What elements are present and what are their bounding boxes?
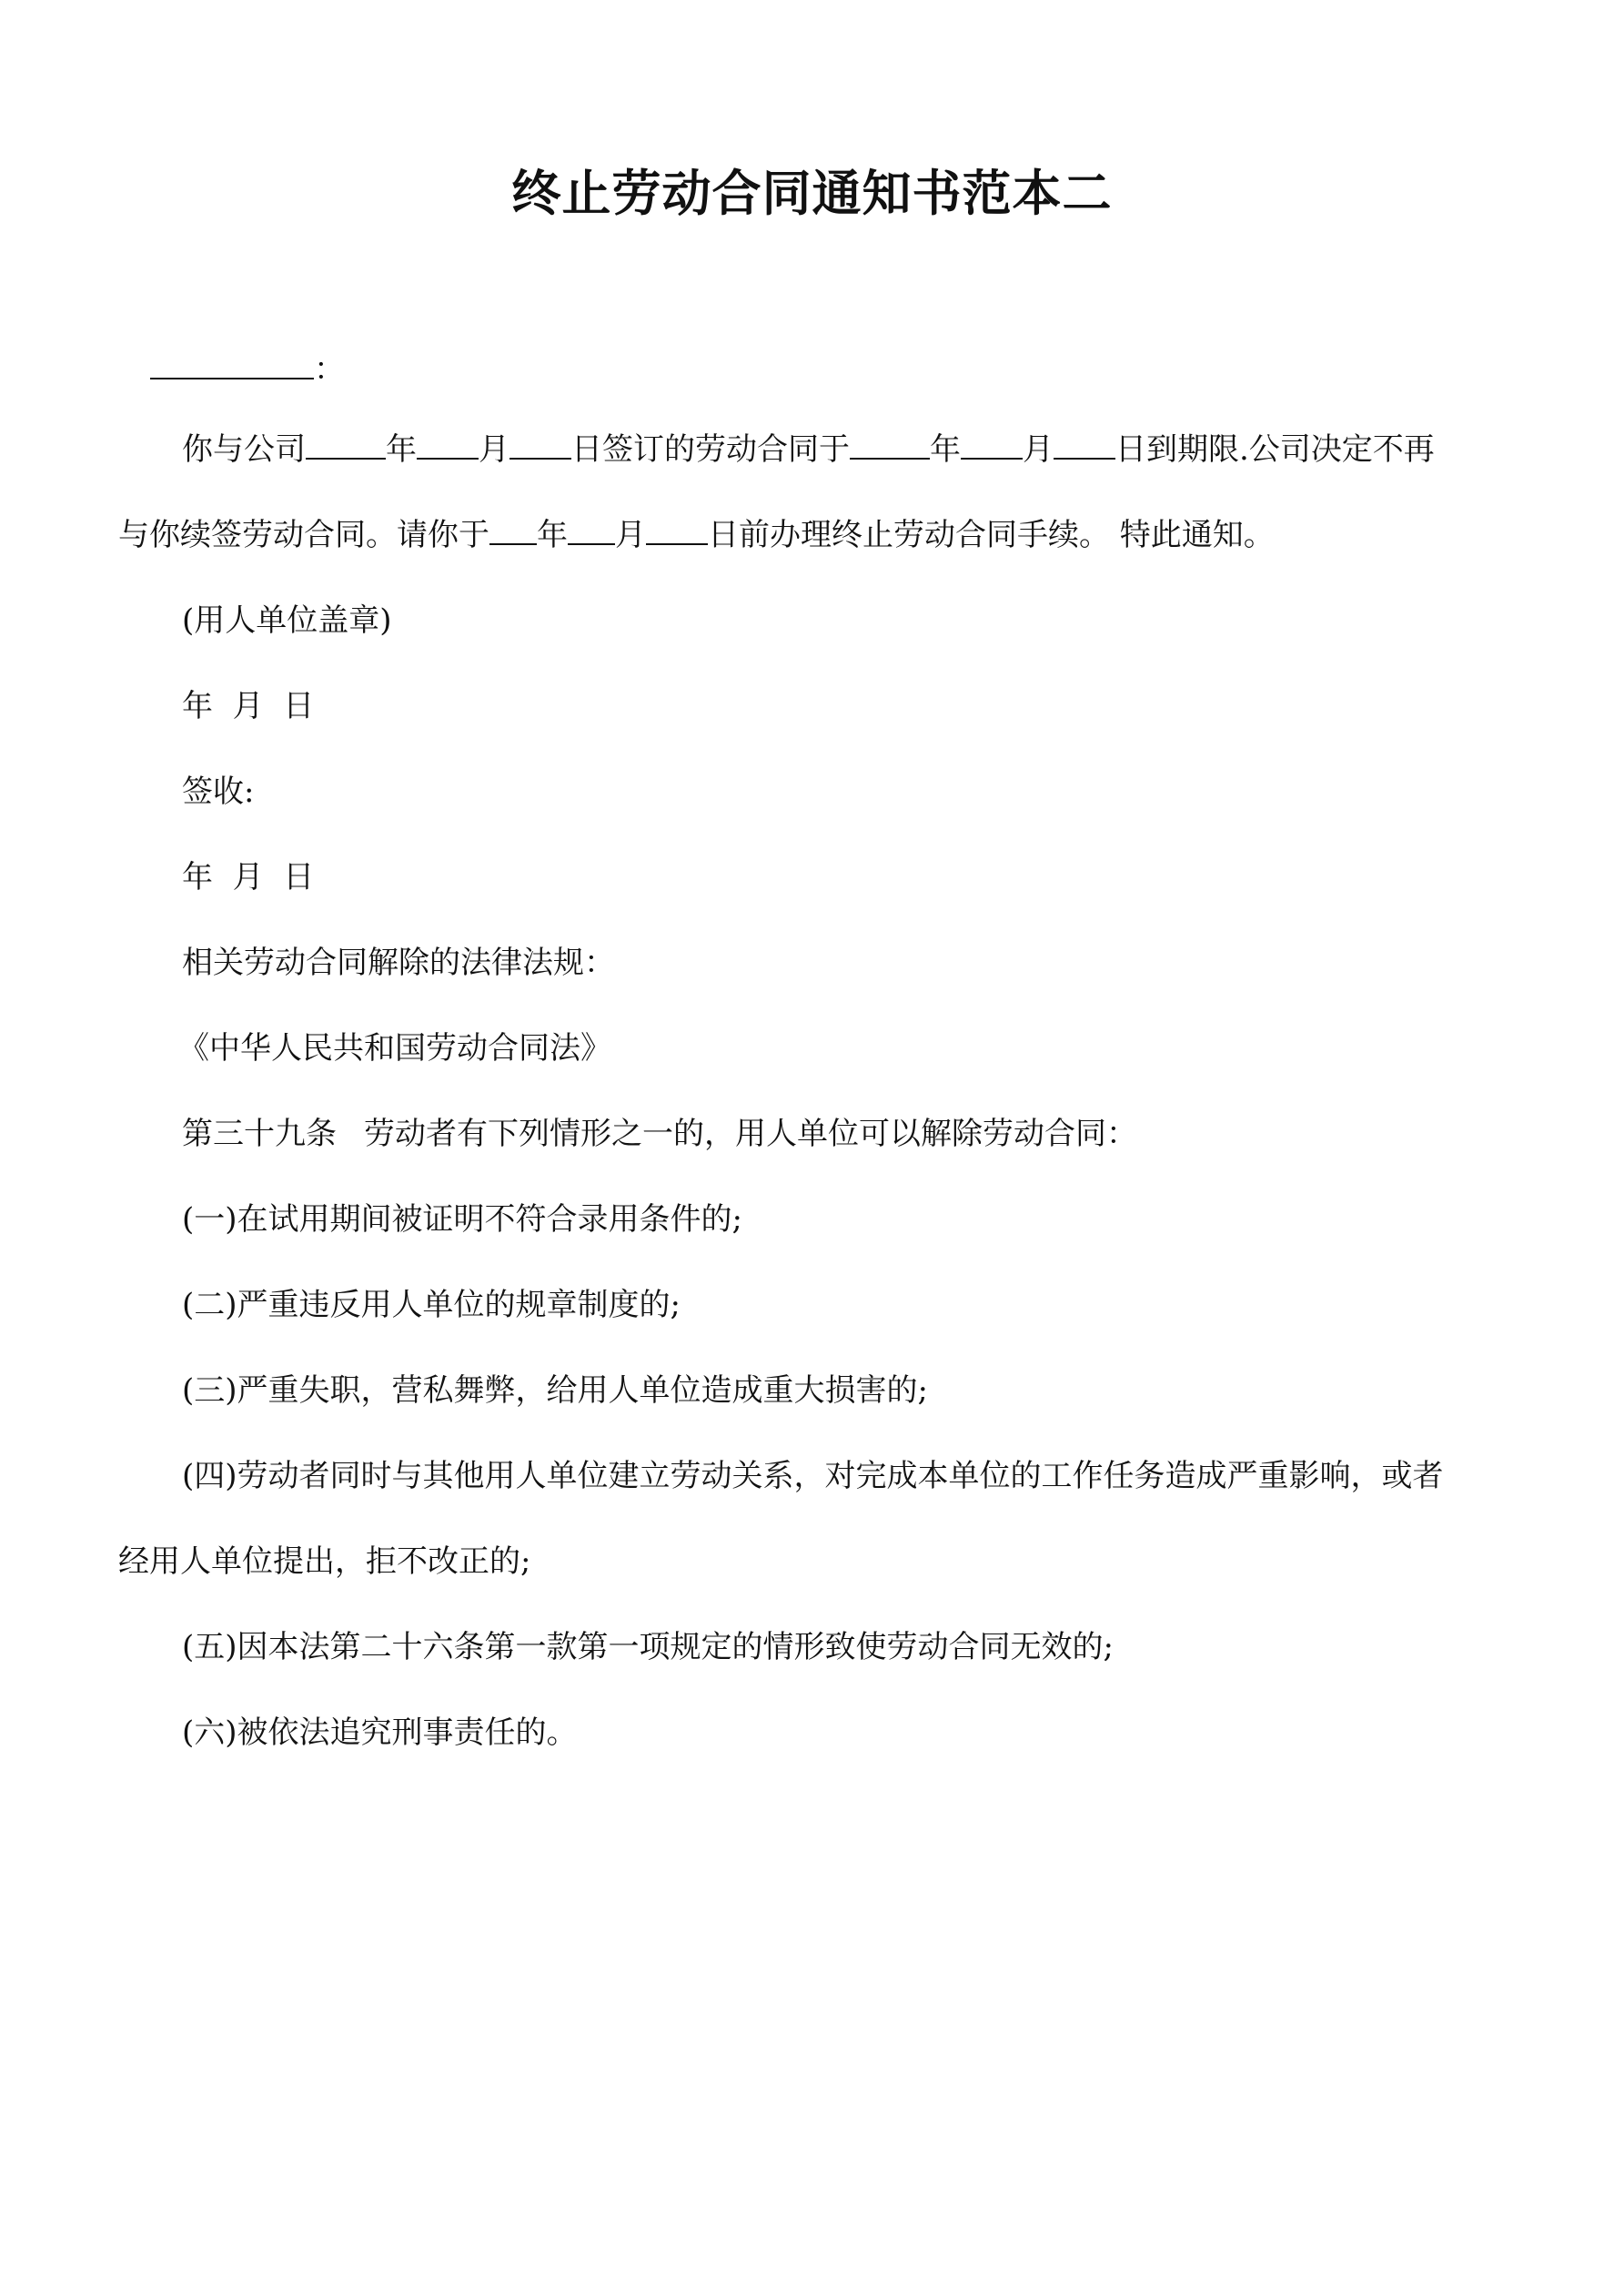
text-segment: 月: [1023, 431, 1054, 468]
expiry-day-blank: [1054, 430, 1115, 460]
article-intro: 劳动者有下列情形之一的，用人单位可以解除劳动合同：: [364, 1116, 1137, 1152]
article-item-4-line-1: (四)劳动者同时与其他用人单位建立劳动关系，对完成本单位的工作任务造成严重影响，或者: [182, 1458, 1444, 1494]
text-segment: 日前办理终止劳动合同手续。 特此通知。: [708, 517, 1275, 553]
article-39-line: [182, 1114, 1137, 1154]
seal-line: (用人单位盖章): [182, 602, 392, 639]
sign-receipt-line: 签收:: [182, 774, 255, 810]
addressee-colon: ：: [314, 351, 345, 388]
deadline-day-blank: [646, 516, 708, 545]
deadline-month-blank: [568, 516, 615, 545]
article-item-4-line-2: 经用人单位提出，拒不改正的;: [118, 1543, 531, 1580]
article-number: 第三十九条: [182, 1116, 337, 1152]
text-segment: 年: [537, 517, 568, 553]
article-item-2: (二)严重违反用人单位的规章制度的;: [182, 1287, 681, 1323]
sign-year-blank: [306, 430, 386, 460]
notice-paragraph-line-2: [118, 515, 1275, 555]
article-item-1: (一)在试用期间被证明不符合录用条件的;: [182, 1201, 742, 1238]
date-line-2: 年 月 日: [182, 859, 315, 895]
text-segment: 与你续签劳动合同。请你于: [118, 517, 489, 553]
sign-day-blank: [509, 430, 571, 460]
text-segment: 日签订的劳动合同于: [571, 431, 850, 468]
document-title: 终止劳动合同通知书范本二: [511, 165, 1113, 222]
expiry-month-blank: [961, 430, 1023, 460]
text-segment: 日到期限.公司决定不再: [1115, 431, 1435, 468]
expiry-year-blank: [850, 430, 930, 460]
addressee-line: [150, 349, 345, 389]
date-line-1: 年 月 日: [182, 688, 315, 724]
text-segment: 年: [930, 431, 961, 468]
article-item-5: (五)因本法第二十六条第一款第一项规定的情形致使劳动合同无效的;: [182, 1629, 1114, 1665]
law-name: 《中华人民共和国劳动合同法》: [178, 1030, 611, 1067]
article-item-6: (六)被依法追究刑事责任的。: [182, 1714, 578, 1751]
text-segment: 月: [479, 431, 509, 468]
related-laws-heading: 相关劳动合同解除的法律法规：: [182, 945, 615, 981]
addressee-blank: [150, 350, 314, 379]
deadline-year-blank: [489, 516, 537, 545]
article-item-3: (三)严重失职，营私舞弊，给用人单位造成重大损害的;: [182, 1372, 928, 1409]
sign-month-blank: [417, 430, 479, 460]
text-segment: 年: [386, 431, 417, 468]
notice-paragraph-line-1: [182, 430, 1435, 470]
text-segment: 月: [615, 517, 646, 553]
text-segment: 你与公司: [182, 431, 306, 468]
